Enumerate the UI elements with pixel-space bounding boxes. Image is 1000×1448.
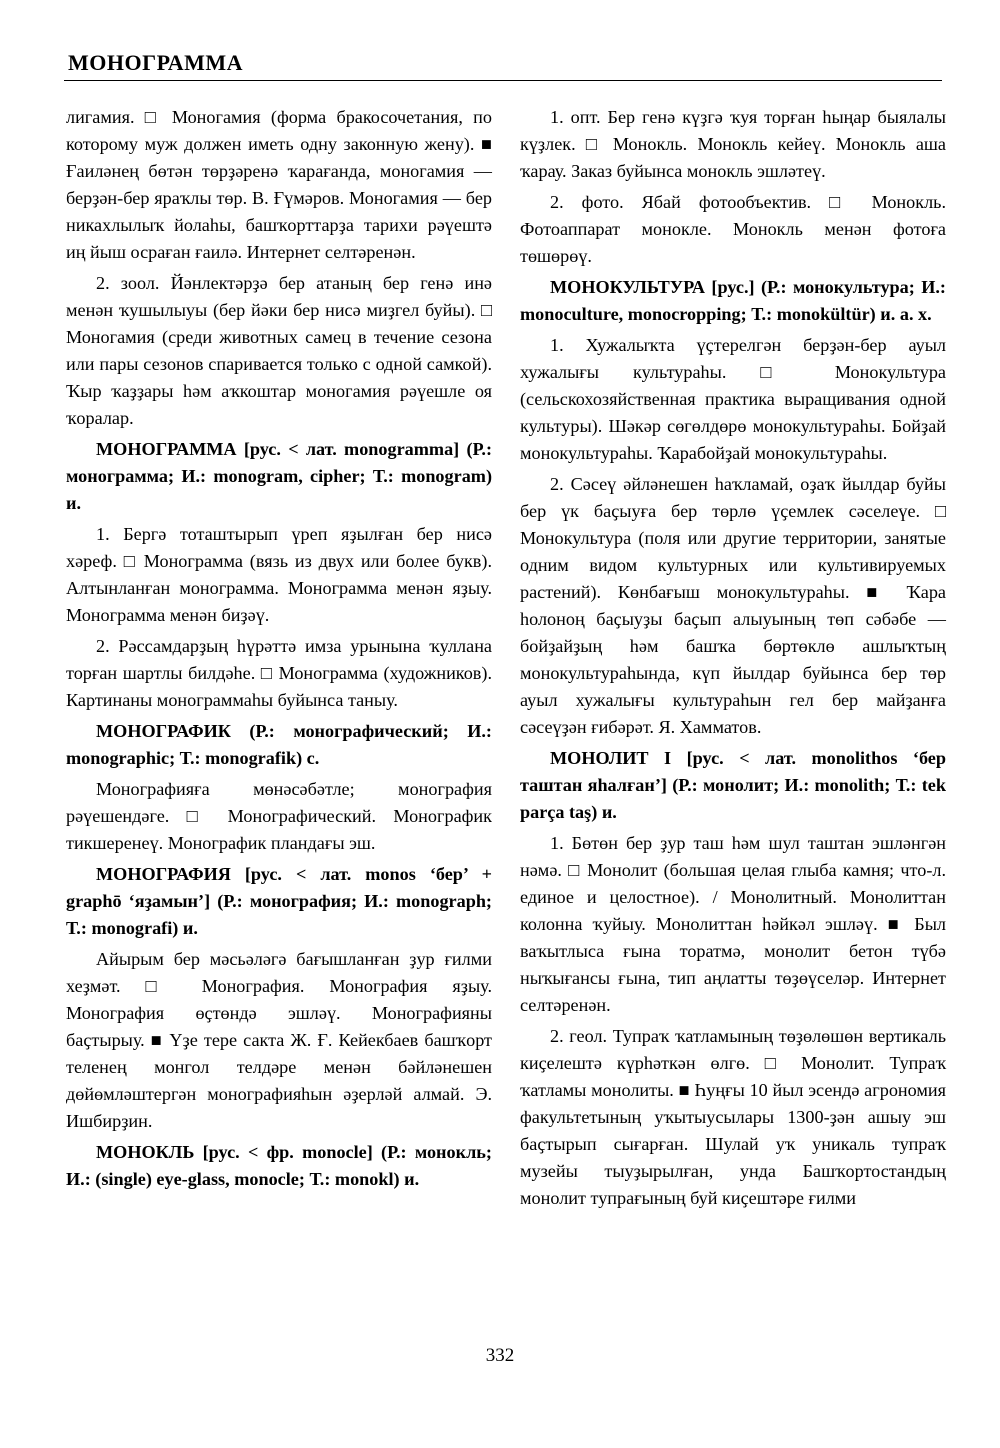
headword-entry: МОНОКУЛЬТУРА [рус.] (Р.: монокультура; И.: monoculture, monocropping; Т.: monokültür) и. а. х. <box>520 277 946 324</box>
entry-paragraph: 2. Сәсеү әйләнешен һаҡламай, оҙаҡ йылдар буйы бер үк баҫыуға бер төрлө үҫемлек сәселеүе. □ Монокультура (поля или другие территории, занятые одним видом культурных или культивируемых растений). Көнбағыш монокультураһы. ■ Ҡара һолоноң баҫыуҙы баҫып алыуының төп сәбәбе — бойҙайҙың һәм башҡа бөртөклө ашлыҡтың монокультураһында, күп йылдар буйынса бер төр ауыл хужалығы культураһын гел бер майҙанға сәсеүҙән ғибәрәт. Я. Хамматов. <box>520 474 946 737</box>
running-head: МОНОГРАММА <box>68 50 244 75</box>
header-rule <box>64 80 942 81</box>
headword-entry: МОНОКЛЬ [рус. < фр. monocle] (Р.: монокль; И.: (single) eye-glass, monocle; Т.: monokl) и. <box>66 1142 492 1189</box>
entry-paragraph: 2. зоол. Йәнлектәрҙә бер атаның бер генә инә менән ҡушылыуы (бер йәки бер нисә миҙгел буйы). □ Моногамия (среди животных самец в течение сезона или пары сезонов спаривается только с одной самкой). Ҡыр ҡаҙҙары һәм аҡкоштар моногамия рәүешле оя ҡоралар. <box>66 273 492 428</box>
entry-paragraph: 1. Бергә тоташтырып үреп яҙылған бер нисә хәреф. □ Монограмма (вязь из двух или более букв). Алтынланған монограмма. Монограмма менән яҙыу. Монограмма менән биҙәү. <box>66 524 492 625</box>
entry-paragraph: Айырым бер мәсьәләгә бағышланған ҙур ғилми хеҙмәт. □ Монография. Монография яҙыу. Монография өҫтөндә эшләү. Монографияны баҫтырыу. ■ Үҙе тере сакта Ж. Ғ. Кейекбаев башҡорт теленең монгол телдәре менән бәйләнешен дөйөмләштергән монографияһын әҙерләй алмай. Э. Ишбирҙин. <box>66 949 492 1131</box>
entry-paragraph: 1. опт. Бер генә күҙгә ҡуя торған һыңар быялалы күҙлек. □ Монокль. Монокль кейеү. Монокль аша ҡарау. Заказ буйынса монокль эшләтеү. <box>520 107 946 181</box>
entry-paragraph: Монографияға мөнәсәбәтле; монография рәүешендәге. □ Монографический. Монографик тикшеренеү. Монографик пландағы эш. <box>66 779 492 853</box>
page-number: 332 <box>485 1345 515 1366</box>
entry-paragraph: 1. Бөтөн бер ҙур таш һәм шул таштан эшләнгән нәмә. □ Монолит (большая целая глыба камня; что-л. единое и целостное). / Монолитный. Монолиттан колонна ҡуйыу. Монолиттан һәйкәл эшләү. ■ Был ваҡытлыса ғына торатмә, монолит бетон түбә ныҡығансы ғына, тип аңлатты төҙөүселәр. Интернет селтәренән. <box>520 833 946 1015</box>
headword-entry: МОНОГРАФИК (Р.: монографический; И.: monographic; Т.: monografik) с. <box>66 721 492 768</box>
headword-entry: МОНОЛИТ I [рус. < лат. monolithos ‘бер таштан яһалған’] (Р.: монолит; И.: monolith; Т.: tek parça taş) и. <box>520 748 946 822</box>
entry-paragraph: 2. Рәссамдарҙың һүрәттә имза урынына ҡуллана торған шартлы билдәһе. □ Монограмма (художников). Картинаны монограммаһы буйынса таныу. <box>66 636 492 710</box>
entry-paragraph: 2. фото. Ябай фотообъектив. □ Монокль. Фотоаппарат монокле. Монокль менән фотоға төшөрөү. <box>520 192 946 266</box>
entry-paragraph: лигамия. □ Моногамия (форма бракосочетания, по которому муж должен иметь одну законную жену). ■ Ғаиләнең бөтән төрҙәренә ҡарағанда, моногамия — берҙән-бер яраҡлы төр. В. Ғүмәров. Моногамия — бер никахлылыҡ йолаһы, башҡорттарҙа тарихи рәүештә иң йыш осраған ғаилә. Интернет селтәренән. <box>66 107 492 262</box>
left-column <box>66 104 492 1197</box>
headword-entry: МОНОГРАФИЯ [рус. < лат. monos ‘бер’ + graphō ‘яҙамын’] (Р.: монография; И.: monograph; Т.: monografi) и. <box>66 864 492 938</box>
right-column <box>520 104 946 1216</box>
headword-entry: МОНОГРАММА [рус. < лат. monogramma] (Р.: монограмма; И.: monogram, cipher; Т.: monogram) и. <box>66 439 492 513</box>
entry-paragraph: 1. Хужалыҡта үҫтерелгән берҙән-бер ауыл хужалығы культураһы. □ Монокультура (сельскохозяйственная практика выращивания одной культуры). Шәкәр сөгөлдөрө монокультураһы. Бойҙай монокультураһы. Ҡарабойҙай монокультураһы. <box>520 335 946 463</box>
entry-paragraph: 2. геол. Тупраҡ ҡатламының төҙөлөшөн вертикаль киҫелештә күрһәткән өлгө. □ Монолит. Тупраҡ ҡатламы монолиты. ■ Һуңғы 10 йыл эсендә агрономия факультетының уҡытыусылары 1300-ҙән ашыу эш баҫтырып сығарған. Шулай уҡ уникаль тупраҡ музейы тыуҙырылған, унда Башҡортостандың монолит тупрағының буй киҫештәре ғилми <box>520 1026 946 1208</box>
